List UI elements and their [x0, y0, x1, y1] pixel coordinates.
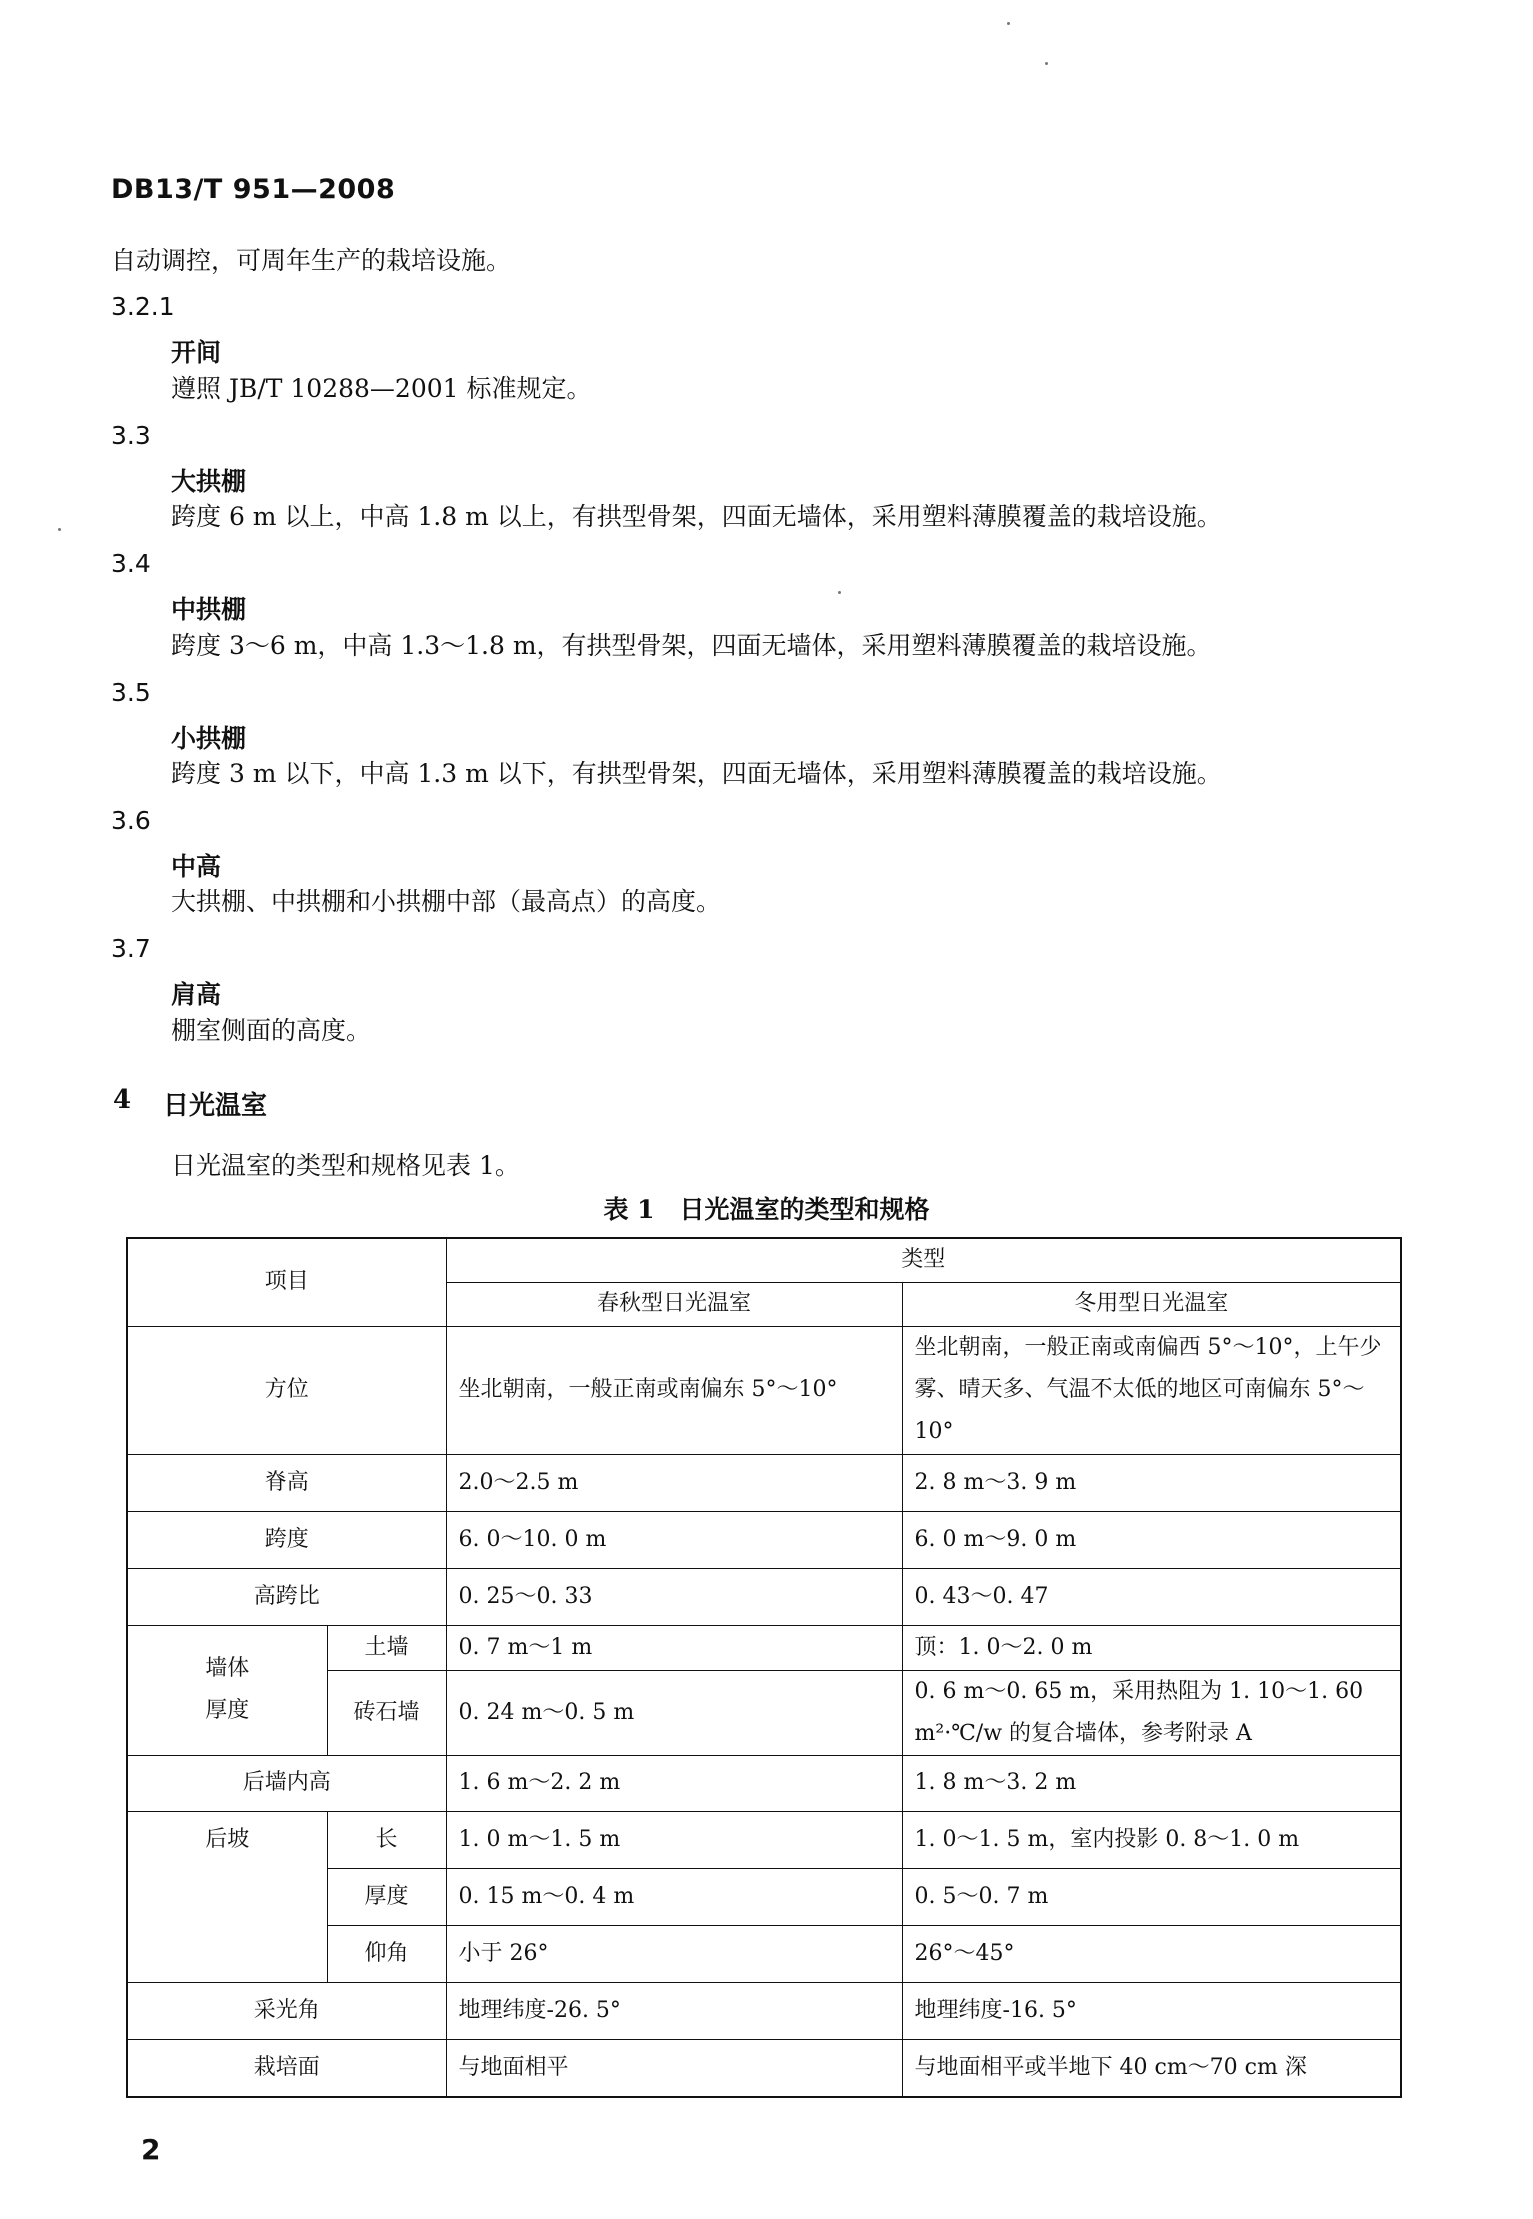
scan-speck	[1045, 62, 1048, 65]
wall-label-line2: 厚度	[205, 1698, 250, 1723]
row-label: 后墙内高	[127, 1755, 446, 1811]
header-spring-autumn: 春秋型日光温室	[446, 1282, 902, 1326]
cell-spring: 6. 0～10. 0 m	[446, 1511, 902, 1568]
table-row	[127, 2039, 1401, 2097]
section-intro: 日光温室的类型和规格见表 1。	[171, 1151, 520, 1180]
row-label: 脊高	[127, 1454, 446, 1511]
header-item: 项目	[127, 1238, 446, 1326]
clause-term-3-4: 中拱棚	[171, 595, 247, 624]
cell-spring: 1. 0 m～1. 5 m	[446, 1811, 902, 1868]
cell-winter-line2: m²·℃/w 的复合墙体，参考附录 A	[914, 1720, 1252, 1746]
clause-term-3-2-1: 开间	[171, 338, 222, 367]
table-row	[127, 1454, 1401, 1511]
clause-number-3-3: 3.3	[111, 421, 151, 450]
cell-winter: 与地面相平或半地下 40 cm～70 cm 深	[902, 2039, 1401, 2097]
row-label: 跨度	[127, 1511, 446, 1568]
clause-term-3-7: 肩高	[171, 980, 222, 1009]
sub-label: 砖石墙	[327, 1670, 446, 1755]
table-caption: 表 1 日光温室的类型和规格	[603, 1195, 930, 1224]
clause-definition-3-5: 跨度 3 m 以下，中高 1.3 m 以下，有拱型骨架，四面无墙体，采用塑料薄膜覆盖的栽培设施。	[171, 759, 1222, 788]
clause-definition-3-4: 跨度 3～6 m，中高 1.3～1.8 m，有拱型骨架，四面无墙体，采用塑料薄膜覆盖的栽培设施。	[171, 631, 1212, 660]
clause-definition-3-7: 棚室侧面的高度。	[171, 1016, 372, 1045]
clause-number-3-2-1: 3.2.1	[111, 292, 175, 321]
table-row	[127, 1982, 1401, 2039]
row-label-wall-thickness	[127, 1625, 327, 1755]
cell-spring: 2.0～2.5 m	[446, 1454, 902, 1511]
table-row	[127, 1326, 1401, 1454]
scan-speck	[1007, 22, 1010, 25]
cell-spring: 0. 15 m～0. 4 m	[446, 1868, 902, 1925]
cell-spring: 0. 25～0. 33	[446, 1568, 902, 1625]
row-label: 方位	[127, 1326, 446, 1454]
cell-winter-line1: 0. 6 m～0. 65 m，采用热阻为 1. 10～1. 60	[914, 1678, 1364, 1704]
row-label: 高跨比	[127, 1568, 446, 1625]
cell-winter	[902, 1670, 1401, 1755]
sub-label: 厚度	[327, 1868, 446, 1925]
header-winter: 冬用型日光温室	[902, 1282, 1401, 1326]
table-row	[127, 1755, 1401, 1811]
sub-label: 土墙	[327, 1625, 446, 1670]
clause-term-3-5: 小拱棚	[171, 724, 247, 753]
clause-number-3-4: 3.4	[111, 549, 151, 578]
header-type: 类型	[446, 1238, 1401, 1282]
clause-number-3-6: 3.6	[111, 806, 151, 835]
scan-speck	[58, 528, 61, 531]
section-title-4: 日光温室	[163, 1091, 268, 1121]
cell-spring: 与地面相平	[446, 2039, 902, 2097]
clause-term-3-6: 中高	[171, 852, 222, 881]
cell-spring: 地理纬度-26. 5°	[446, 1982, 902, 2039]
cell-winter: 6. 0 m～9. 0 m	[902, 1511, 1401, 1568]
table-row	[127, 1568, 1401, 1625]
sub-label: 长	[327, 1811, 446, 1868]
cell-winter: 26°～45°	[902, 1925, 1401, 1982]
cell-winter: 1. 8 m～3. 2 m	[902, 1755, 1401, 1811]
document-id: DB13/T 951—2008	[111, 174, 396, 205]
cell-winter: 地理纬度-16. 5°	[902, 1982, 1401, 2039]
clause-definition-3-2-1: 遵照 JB/T 10288—2001 标准规定。	[171, 374, 592, 403]
table-row	[127, 1625, 1401, 1670]
cell-spring: 1. 6 m～2. 2 m	[446, 1755, 902, 1811]
clause-definition-3-6: 大拱棚、中拱棚和小拱棚中部（最高点）的高度。	[171, 887, 722, 916]
cell-spring: 0. 7 m～1 m	[446, 1625, 902, 1670]
row-label: 栽培面	[127, 2039, 446, 2097]
cell-winter: 坐北朝南，一般正南或南偏西 5°～10°，上午少雾、晴天多、气温不太低的地区可南偏东 5°～10°	[902, 1326, 1401, 1454]
clause-number-3-5: 3.5	[111, 678, 151, 707]
section-number-4: 4	[113, 1085, 132, 1115]
cell-spring: 0. 24 m～0. 5 m	[446, 1670, 902, 1755]
clause-number-3-7: 3.7	[111, 934, 151, 963]
wall-label-line1: 墙体	[205, 1656, 250, 1681]
table-header-row	[127, 1238, 1401, 1282]
cell-winter: 1. 0～1. 5 m，室内投影 0. 8～1. 0 m	[902, 1811, 1401, 1868]
cell-winter: 顶：1. 0～2. 0 m	[902, 1625, 1401, 1670]
sub-label: 仰角	[327, 1925, 446, 1982]
cell-spring: 小于 26°	[446, 1925, 902, 1982]
cell-winter: 0. 5～0. 7 m	[902, 1868, 1401, 1925]
cell-winter: 2. 8 m～3. 9 m	[902, 1454, 1401, 1511]
clause-definition-3-3: 跨度 6 m 以上，中高 1.8 m 以上，有拱型骨架，四面无墙体，采用塑料薄膜覆盖的栽培设施。	[171, 502, 1222, 531]
specification-table	[126, 1237, 1402, 2098]
table-row	[127, 1511, 1401, 1568]
scan-speck	[838, 591, 841, 594]
page-number: 2	[141, 2133, 161, 2166]
cell-spring: 坐北朝南，一般正南或南偏东 5°～10°	[446, 1326, 902, 1454]
continued-text: 自动调控，可周年生产的栽培设施。	[111, 246, 512, 275]
clause-term-3-3: 大拱棚	[171, 467, 247, 496]
cell-winter: 0. 43～0. 47	[902, 1568, 1401, 1625]
row-label-back-slope: 后坡	[127, 1811, 327, 1982]
table-row	[127, 1811, 1401, 1868]
row-label: 采光角	[127, 1982, 446, 2039]
